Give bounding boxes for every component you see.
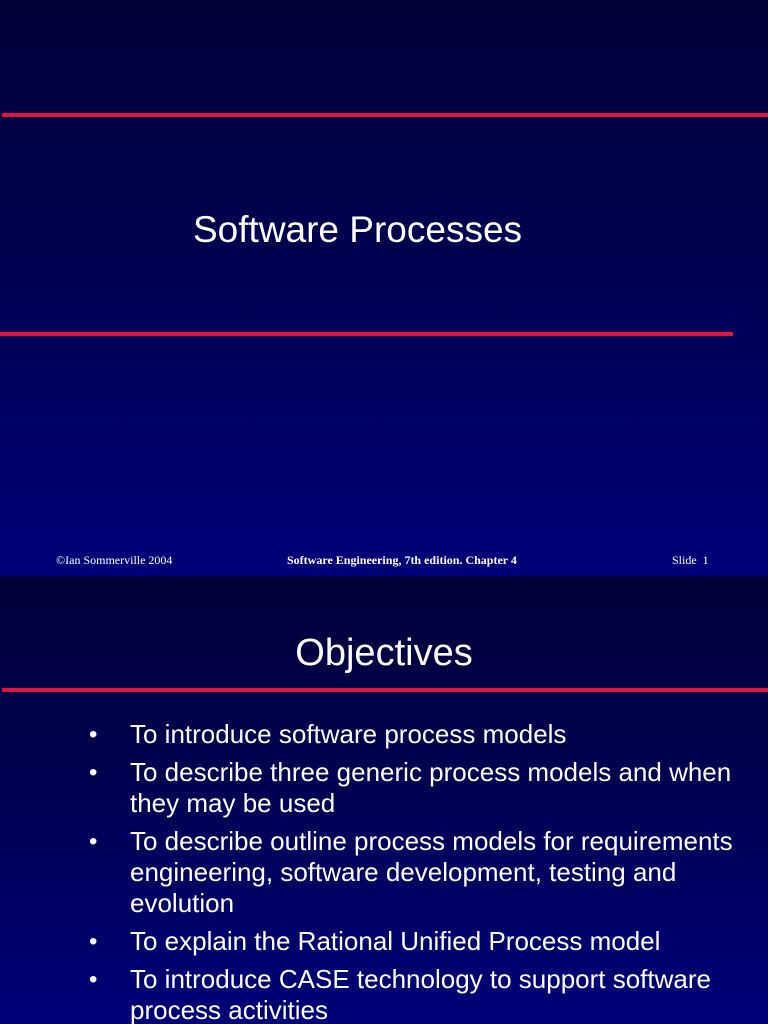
top-red-rule [2, 113, 768, 117]
bullet-dot-icon: • [89, 966, 98, 993]
slide-title: Software Processes [193, 209, 523, 250]
title-red-rule [2, 688, 768, 692]
bullet-text: To introduce software process models [130, 719, 567, 749]
bullet-text: To introduce CASE technology to support software process activities [130, 964, 711, 1024]
list-item [0, 826, 768, 919]
objectives-slide [0, 576, 768, 1024]
bullet-dot-icon: • [89, 928, 98, 955]
bullet-text: To describe three generic process models and when they may be used [130, 757, 732, 818]
slide-label: Slide [672, 553, 697, 567]
list-item [0, 926, 768, 957]
footer-book-title: Software Engineering, 7th edition. Chapter 4 [287, 553, 517, 567]
list-item [0, 757, 768, 819]
bottom-red-rule [0, 332, 733, 336]
footer-slide-number [672, 553, 709, 568]
objectives-list [0, 719, 768, 1024]
bullet-text: To describe outline process models for requirements engineering, software development, testing and evolution [130, 826, 733, 918]
bullet-text: To explain the Rational Unified Process model [130, 926, 661, 956]
list-item [0, 964, 768, 1024]
slide-title: Objectives [295, 632, 473, 674]
bullet-dot-icon: • [89, 721, 98, 748]
list-item [0, 719, 768, 750]
bullet-dot-icon: • [89, 828, 98, 855]
footer-copyright: ©Ian Sommerville 2004 [56, 553, 173, 567]
slide-number: 1 [702, 553, 709, 567]
bullet-dot-icon: • [89, 759, 98, 786]
